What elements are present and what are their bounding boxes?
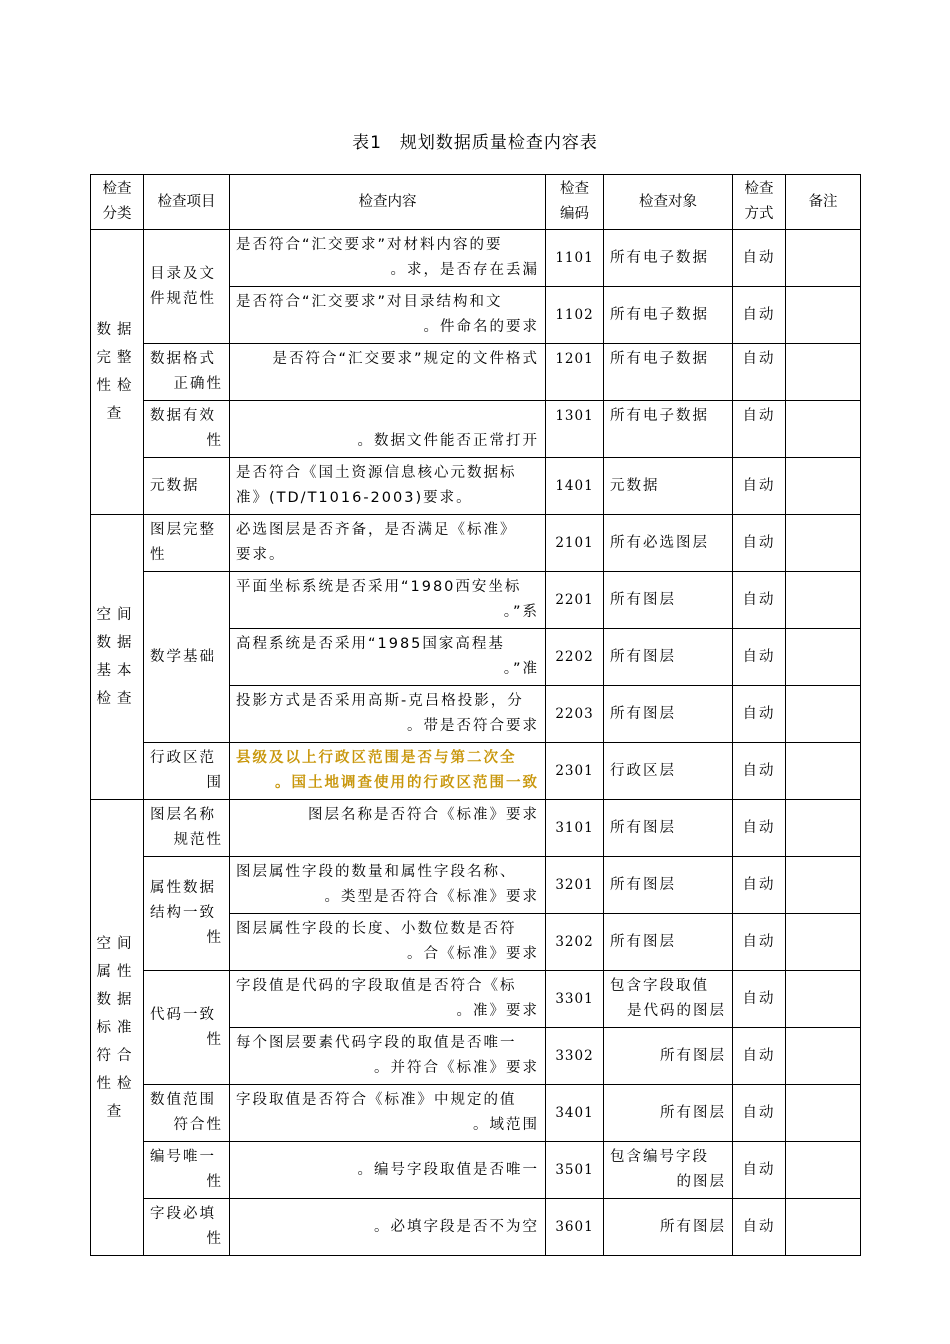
- mode-cell: 自动: [733, 800, 786, 857]
- mode-cell: 自动: [733, 458, 786, 515]
- code-cell: 3301: [546, 971, 604, 1028]
- code-cell: 3101: [546, 800, 604, 857]
- object-cell: 所有电子数据: [604, 230, 733, 287]
- content-cell: 图层属性字段的长度、小数位数是否符 。合《标准》要求: [230, 914, 546, 971]
- mode-cell: 自动: [733, 230, 786, 287]
- content-cell: 平面坐标系统是否采用“1980西安坐标 。”系: [230, 572, 546, 629]
- object-cell: 所有图层: [604, 1085, 733, 1142]
- mode-cell: 自动: [733, 686, 786, 743]
- content-cell: 必选图层是否齐备，是否满足《标准》 要求。: [230, 515, 546, 572]
- content-cell: 是否符合“汇交要求”对目录结构和文 。件命名的要求: [230, 287, 546, 344]
- code-cell: 1102: [546, 287, 604, 344]
- header-content: 检查内容: [230, 175, 546, 230]
- header-category: 检查 分类: [91, 175, 144, 230]
- remark-cell: [786, 401, 861, 458]
- remark-cell: [786, 1085, 861, 1142]
- code-cell: 3501: [546, 1142, 604, 1199]
- item-cell: 数据格式 正确性: [144, 344, 230, 401]
- item-cell: 属性数据 结构一致 性: [144, 857, 230, 971]
- content-cell: 字段取值是否符合《标准》中规定的值 。域范围: [230, 1085, 546, 1142]
- item-cell: 数值范围 符合性: [144, 1085, 230, 1142]
- content-cell: 。数据文件能否正常打开: [230, 401, 546, 458]
- table-row: [91, 344, 861, 401]
- code-cell: 3601: [546, 1199, 604, 1256]
- content-cell: 是否符合“汇交要求”规定的文件格式: [230, 344, 546, 401]
- content-cell: 是否符合《国土资源信息核心元数据标 准》(TD/T1016-2003)要求。: [230, 458, 546, 515]
- mode-cell: 自动: [733, 344, 786, 401]
- object-cell: 行政区层: [604, 743, 733, 800]
- object-cell: 所有图层: [604, 1028, 733, 1085]
- remark-cell: [786, 1199, 861, 1256]
- item-cell: 编号唯一 性: [144, 1142, 230, 1199]
- object-cell: 所有图层: [604, 914, 733, 971]
- object-cell: 所有图层: [604, 686, 733, 743]
- header-remark: 备注: [786, 175, 861, 230]
- content-cell: 。必填字段是否不为空: [230, 1199, 546, 1256]
- code-cell: 3401: [546, 1085, 604, 1142]
- remark-cell: [786, 686, 861, 743]
- item-cell: 图层名称 规范性: [144, 800, 230, 857]
- code-cell: 1201: [546, 344, 604, 401]
- code-cell: 2202: [546, 629, 604, 686]
- content-cell: 每个图层要素代码字段的取值是否唯一 。并符合《标准》要求: [230, 1028, 546, 1085]
- object-cell: 所有电子数据: [604, 287, 733, 344]
- code-cell: 3201: [546, 857, 604, 914]
- table-row: [91, 971, 861, 1028]
- remark-cell: [786, 1142, 861, 1199]
- code-cell: 2203: [546, 686, 604, 743]
- table-row: [91, 230, 861, 287]
- object-cell: 所有电子数据: [604, 344, 733, 401]
- mode-cell: 自动: [733, 971, 786, 1028]
- table-row: [91, 572, 861, 629]
- mode-cell: 自动: [733, 914, 786, 971]
- table-row: [91, 458, 861, 515]
- mode-cell: 自动: [733, 1028, 786, 1085]
- content-cell: 字段值是代码的字段取值是否符合《标 。准》要求: [230, 971, 546, 1028]
- remark-cell: [786, 971, 861, 1028]
- category-cell: 空间 属性 数据 标准 符合 性检 查: [91, 800, 144, 1256]
- table-row: [91, 1085, 861, 1142]
- remark-cell: [786, 914, 861, 971]
- content-cell: 。编号字段取值是否唯一: [230, 1142, 546, 1199]
- item-cell: 数据有效 性: [144, 401, 230, 458]
- code-cell: 3302: [546, 1028, 604, 1085]
- content-cell: 投影方式是否采用高斯-克吕格投影，分 。带是否符合要求: [230, 686, 546, 743]
- object-cell: 所有图层: [604, 629, 733, 686]
- code-cell: 1401: [546, 458, 604, 515]
- remark-cell: [786, 1028, 861, 1085]
- code-cell: 2301: [546, 743, 604, 800]
- mode-cell: 自动: [733, 287, 786, 344]
- remark-cell: [786, 800, 861, 857]
- code-cell: 1101: [546, 230, 604, 287]
- header-item: 检查项目: [144, 175, 230, 230]
- table-row: [91, 401, 861, 458]
- remark-cell: [786, 287, 861, 344]
- category-cell: 空间 数据 基本 检查: [91, 515, 144, 800]
- header-code: 检查 编码: [546, 175, 604, 230]
- content-cell: 图层名称是否符合《标准》要求: [230, 800, 546, 857]
- table-row: [91, 800, 861, 857]
- remark-cell: [786, 857, 861, 914]
- object-cell: 所有电子数据: [604, 401, 733, 458]
- remark-cell: [786, 572, 861, 629]
- content-cell: 图层属性字段的数量和属性字段名称、 。类型是否符合《标准》要求: [230, 857, 546, 914]
- remark-cell: [786, 344, 861, 401]
- header-object: 检查对象: [604, 175, 733, 230]
- table-title: 表1 规划数据质量检查内容表: [352, 133, 598, 153]
- object-cell: 所有必选图层: [604, 515, 733, 572]
- item-cell: 行政区范 围: [144, 743, 230, 800]
- quality-check-table: [90, 174, 861, 1256]
- item-cell: 元数据: [144, 458, 230, 515]
- remark-cell: [786, 458, 861, 515]
- mode-cell: 自动: [733, 1142, 786, 1199]
- object-cell: 所有图层: [604, 572, 733, 629]
- mode-cell: 自动: [733, 401, 786, 458]
- table-row: [91, 857, 861, 914]
- object-cell: 包含字段取值 是代码的图层: [604, 971, 733, 1028]
- mode-cell: 自动: [733, 1085, 786, 1142]
- object-cell: 元数据: [604, 458, 733, 515]
- content-cell: 是否符合“汇交要求”对材料内容的要 。求，是否存在丢漏: [230, 230, 546, 287]
- object-cell: 所有图层: [604, 857, 733, 914]
- header-row: [91, 175, 861, 230]
- highlighted-content-cell: 县级及以上行政区范围是否与第二次全 。国土地调查使用的行政区范围一致: [230, 743, 546, 800]
- item-cell: 数学基础: [144, 572, 230, 743]
- remark-cell: [786, 515, 861, 572]
- code-cell: 1301: [546, 401, 604, 458]
- remark-cell: [786, 629, 861, 686]
- object-cell: 所有图层: [604, 800, 733, 857]
- header-mode: 检查 方式: [733, 175, 786, 230]
- code-cell: 3202: [546, 914, 604, 971]
- item-cell: 代码一致 性: [144, 971, 230, 1085]
- mode-cell: 自动: [733, 857, 786, 914]
- mode-cell: 自动: [733, 629, 786, 686]
- mode-cell: 自动: [733, 743, 786, 800]
- object-cell: 所有图层: [604, 1199, 733, 1256]
- mode-cell: 自动: [733, 572, 786, 629]
- mode-cell: 自动: [733, 515, 786, 572]
- remark-cell: [786, 230, 861, 287]
- table-row: [91, 1199, 861, 1256]
- table-row: [91, 743, 861, 800]
- table-row: [91, 1142, 861, 1199]
- code-cell: 2201: [546, 572, 604, 629]
- mode-cell: 自动: [733, 1199, 786, 1256]
- object-cell: 包含编号字段 的图层: [604, 1142, 733, 1199]
- category-cell: 数据 完整 性检 查: [91, 230, 144, 515]
- content-cell: 高程系统是否采用“1985国家高程基 。”准: [230, 629, 546, 686]
- item-cell: 目录及文 件规范性: [144, 230, 230, 344]
- code-cell: 2101: [546, 515, 604, 572]
- item-cell: 图层完整 性: [144, 515, 230, 572]
- table-row: [91, 515, 861, 572]
- item-cell: 字段必填 性: [144, 1199, 230, 1256]
- remark-cell: [786, 743, 861, 800]
